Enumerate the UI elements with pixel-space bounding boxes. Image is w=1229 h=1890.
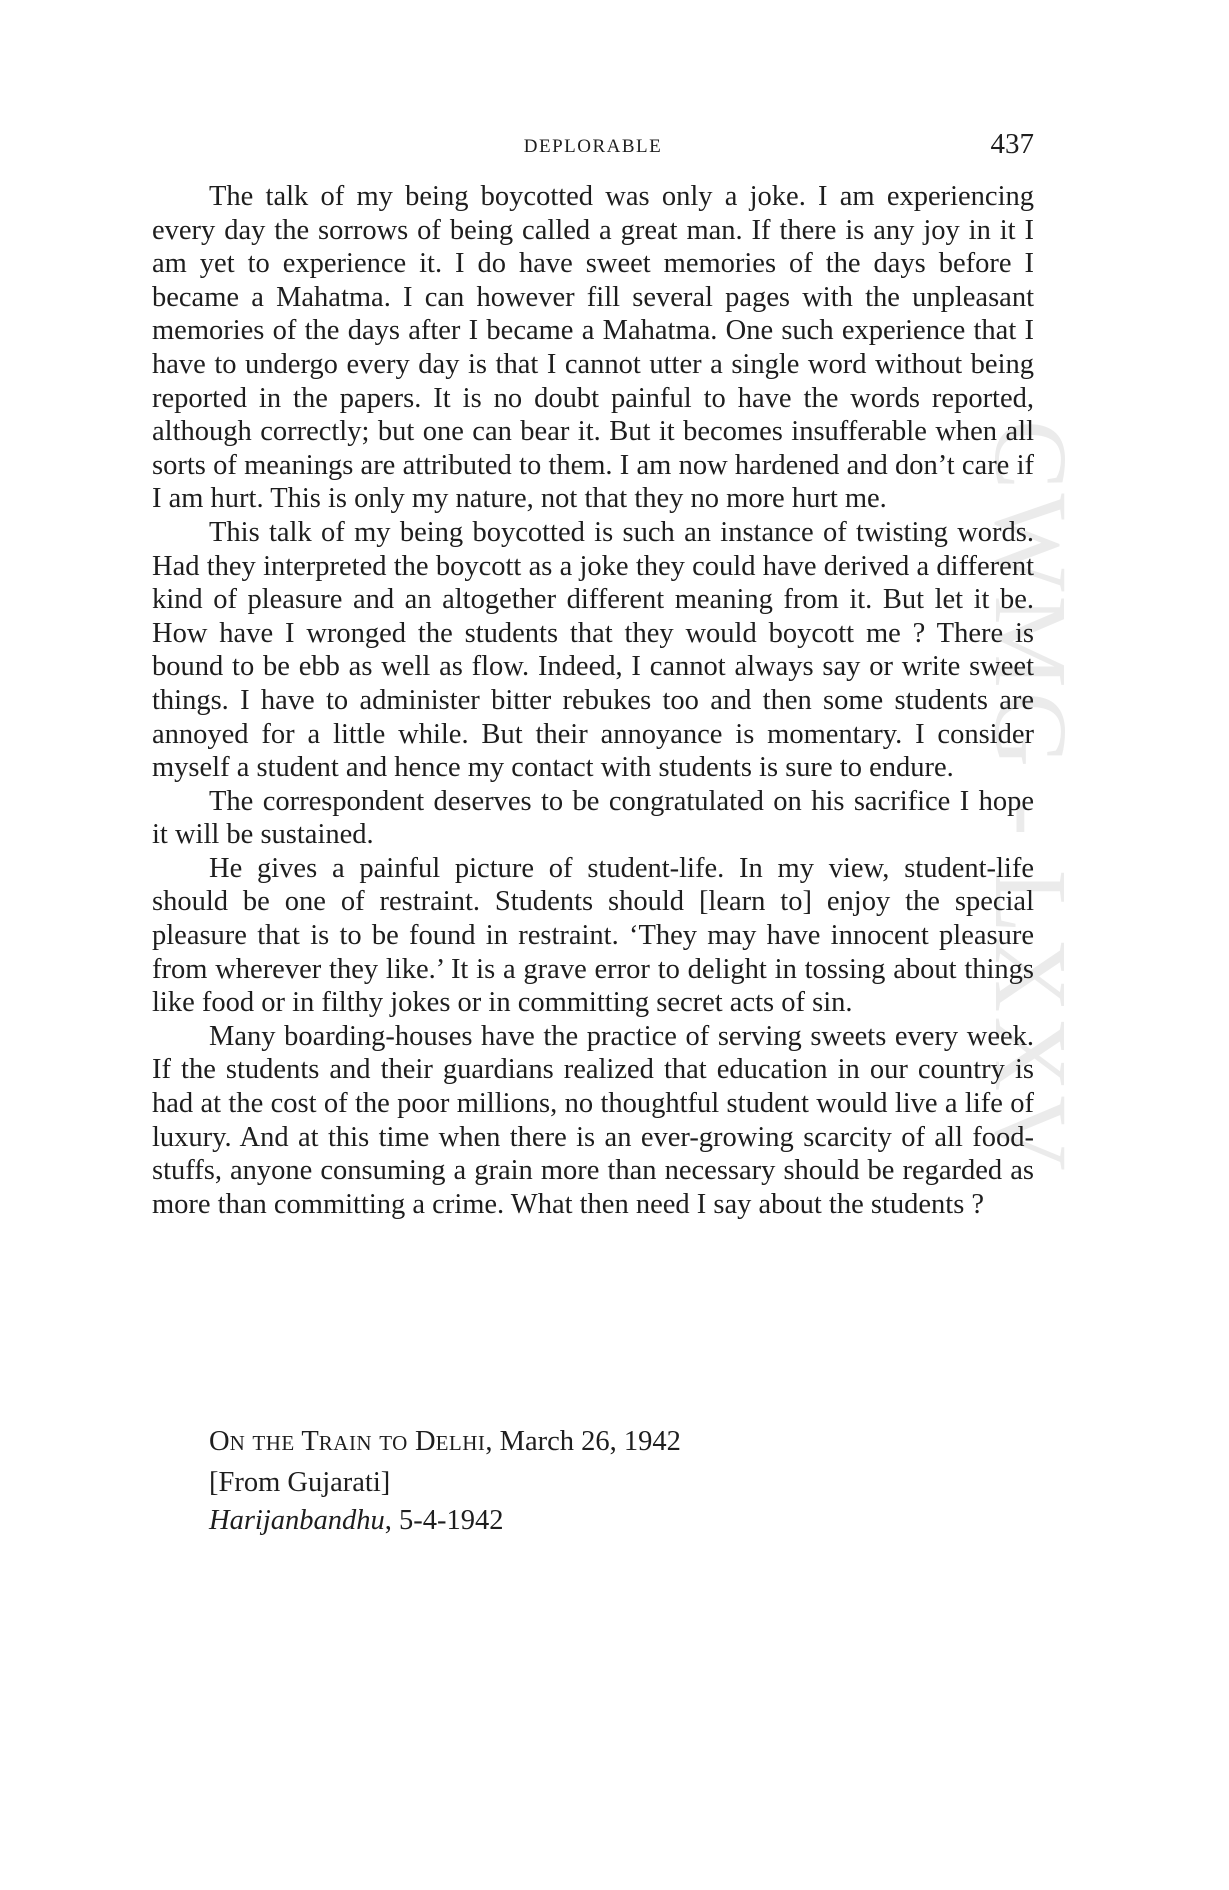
paragraph-4: He gives a painful picture of student-life. In my view, student-life should be one of restraint. Students should [learn to] enjoy the special pleasure that is to be found in restraint. ‘They may have innocent pleasure from wherever they like.’ It is a grave error to delight in tossing about things like food or in filthy jokes or in committing secret acts of sin. [152, 852, 1034, 1019]
citation [209, 1505, 504, 1537]
paragraph-5: Many boarding-houses have the practice of serving sweets every week. If the students and their guardians realized that education in our country is had at the cost of the poor millions, no thoughtful student would live a life of luxury. And at this time when there is an ever-growing scarcity of all food-stuffs, anyone consuming a grain more than necessary should be regarded as more than committing a crime. What then need I say about the students ? [152, 1020, 1034, 1220]
publication-name: Harijanbandhu [209, 1505, 385, 1536]
paragraph-3: The correspondent deserves to be congratulated on his sacrifice I hope it will be sustained. [152, 785, 1034, 851]
watermark: CWMG - LXXV [973, 420, 1088, 1175]
dateline-date: , March 26, 1942 [485, 1426, 681, 1457]
source-note: [From Gujarati] [209, 1467, 391, 1498]
body-text [152, 180, 1034, 1221]
paragraph-1: The talk of my being boycotted was only a joke. I am experiencing every day the sorrows of being called a great man. If there is any joy in it I am yet to experience it. I do have sweet memories of the days before I became a Mahatma. I can however fill several pages with the unpleasant memories of the days after I became a Mahatma. One such experience that I have to undergo every day is that I cannot utter a single word without being reported in the papers. It is no doubt painful to have the words reported, although correctly; but one can bear it. But it becomes insufferable when all sorts of meanings are attributed to them. I am now hardened and don’t care if I am hurt. This is only my nature, not that they no more hurt me. [152, 181, 1034, 515]
publication-date: , 5-4-1942 [384, 1505, 504, 1536]
dateline: ON THE TRAIN TO DELHI, March 26, 1942 [209, 1426, 681, 1457]
page-number: 437 [990, 128, 1034, 160]
paragraph-2: This talk of my being boycotted is such an instance of twisting words. Had they interpreted the boycott as a joke they could have derived a different kind of pleasure and an altogether different meaning from it. But let it be. How have I wronged the students that they would boycott me ? There is bound to be ebb as well as flow. Indeed, I cannot always say or write sweet things. I have to administer bitter rebukes too and then some students are annoyed for a little while. But their annoyance is momentary. I consider myself a student and hence my contact with students is sure to endure. [152, 516, 1034, 784]
running-head: DEPLORABLE [523, 136, 663, 157]
page-header [152, 128, 1034, 168]
